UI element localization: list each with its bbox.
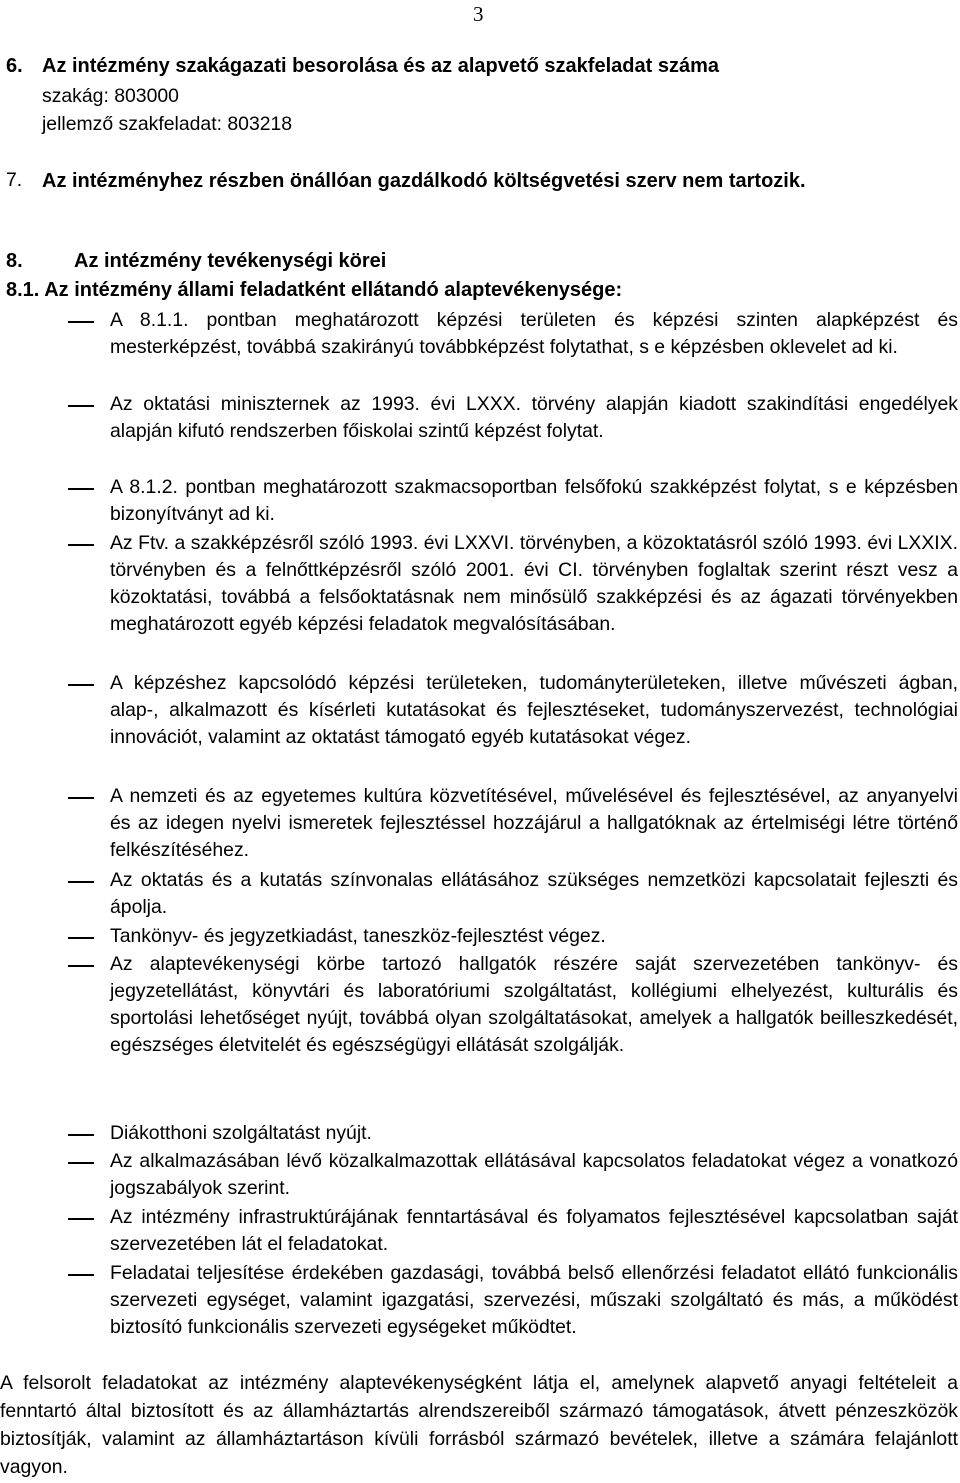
closing-paragraph: A felsorolt feladatokat az intézmény alaptevékenységként látja el, amelynek alapvető anyagi feltételeit a fenntartó által biztosított és az államháztartás alrendszereiből származó támogatások, átvett pénzeszközök biztosítják, valamint az államháztartáson kívüli forrásból származó bevételek, illetve a számára felajánlott vagyon. [0,1372,958,1478]
section-6-number: 6. [6,55,23,77]
section-8-1-title: Az intézmény állami feladatként ellátandó alaptevékenysége: [44,279,623,301]
section-8-heading [6,250,386,273]
section-8-number: 8. [6,250,23,272]
dash-bullet-marker [68,1134,94,1136]
bullet-item-5: A képzéshez kapcsolódó képzési területeken, tudományterületeken, illetve művészeti ágban, alap-, alkalmazott és kísérleti kutatásokat és fejlesztéseket, tudományszervezést, technológiai innovációt, valamint az oktatást támogató egyéb kutatásokat végez. [110,672,958,748]
bullet-item-11: Az alkalmazásában lévő közalkalmazottak ellátásával kapcsolatos feladatokat végez a vonatkozó jogszabályok szerint. [110,1150,958,1199]
dash-bullet-marker [68,321,94,323]
section-7-number: 7. [6,169,23,191]
dash-bullet-marker [68,544,94,546]
dash-bullet-marker [68,684,94,686]
bullet-item-2: Az oktatási miniszternek az 1993. évi LXXX. törvény alapján kiadott szakindítási engedélyek alapján kifutó rendszerben főiskolai szintű képzést folytat. [110,393,958,442]
section-7-title: Az intézményhez részben önállóan gazdálkodó költségvetési szerv nem tartozik. [42,170,806,192]
dash-bullet-marker [68,405,94,407]
section-6-title: Az intézmény szakágazati besorolása és az alapvető szakfeladat száma [42,55,719,77]
section-6-line-2: jellemző szakfeladat: 803218 [42,113,293,135]
dash-bullet-marker [68,1274,94,1276]
dash-bullet-marker [68,937,94,939]
page-number: 3 [473,2,484,26]
dash-bullet-marker [68,1162,94,1164]
bullet-item-4: Az Ftv. a szakképzésről szóló 1993. évi LXXVI. törvényben, a közoktatásról szóló 1993. évi LXXIX. törvényben és a felnőttképzésről szóló 2001. évi CI. törvényben foglaltak szerint részt vesz a közoktatási, továbbá a felsőoktatásnak nem minősülő szakképzési és az ágazati törvényekben meghatározott egyéb képzési feladatok megvalósításában. [110,532,958,635]
bullet-item-13: Feladatai teljesítése érdekében gazdasági, továbbá belső ellenőrzési feladatot ellátó funkcionális szervezeti egységet, valamint igazgatási, szervezési, műszaki szolgáltató és más, a működést biztosító funkcionális szervezeti egységeket működtet. [110,1262,958,1338]
section-8-1-heading [6,279,622,302]
bullet-item-12: Az intézmény infrastruktúrájának fenntartásával és folyamatos fejlesztésével kapcsolatban saját szervezetében lát el feladatokat. [110,1206,958,1255]
dash-bullet-marker [68,965,94,967]
bullet-item-7: Az oktatás és a kutatás színvonalas ellátásához szükséges nemzetközi kapcsolatait fejleszti és ápolja. [110,869,958,918]
bullet-item-6: A nemzeti és az egyetemes kultúra közvetítésével, művelésével és fejlesztésével, az anyanyelvi és az idegen nyelvi ismeretek fejlesztéssel hozzájárul a hallgatóknak az értelmiségi létre történő felkészítéséhez. [110,785,958,861]
section-6-heading [6,55,719,78]
section-6-line-1: szakág: 803000 [42,85,179,107]
section-8-title: Az intézmény tevékenységi körei [74,250,387,272]
dash-bullet-marker [68,1218,94,1220]
dash-bullet-marker [68,797,94,799]
bullet-item-9: Az alaptevékenységi körbe tartozó hallgatók részére saját szervezetében tankönyv- és jegyzetellátást, könyvtári és laboratóriumi szolgáltatást, kollégiumi elhelyezést, kulturális és sportolási lehetőséget nyújt, továbbá olyan szolgáltatásokat, amelyek a hallgatók beilleszkedését, egészséges életvitelét és egészségügyi ellátását szolgálják. [110,953,958,1056]
bullet-item-10: Diákotthoni szolgáltatást nyújt. [110,1122,372,1144]
bullet-item-8: Tankönyv- és jegyzetkiadást, taneszköz-fejlesztést végez. [110,925,606,947]
dash-bullet-marker [68,488,94,490]
section-8-1-number: 8.1. [6,279,40,301]
dash-bullet-marker [68,881,94,883]
bullet-item-1: A 8.1.1. pontban meghatározott képzési területen és képzési szinten alapképzést és mesterképzést, továbbá szakirányú továbbképzést folytathat, s e képzésben oklevelet ad ki. [110,309,958,358]
bullet-item-3: A 8.1.2. pontban meghatározott szakmacsoportban felsőfokú szakképzést folytat, s e képzésben bizonyítványt ad ki. [110,476,958,525]
